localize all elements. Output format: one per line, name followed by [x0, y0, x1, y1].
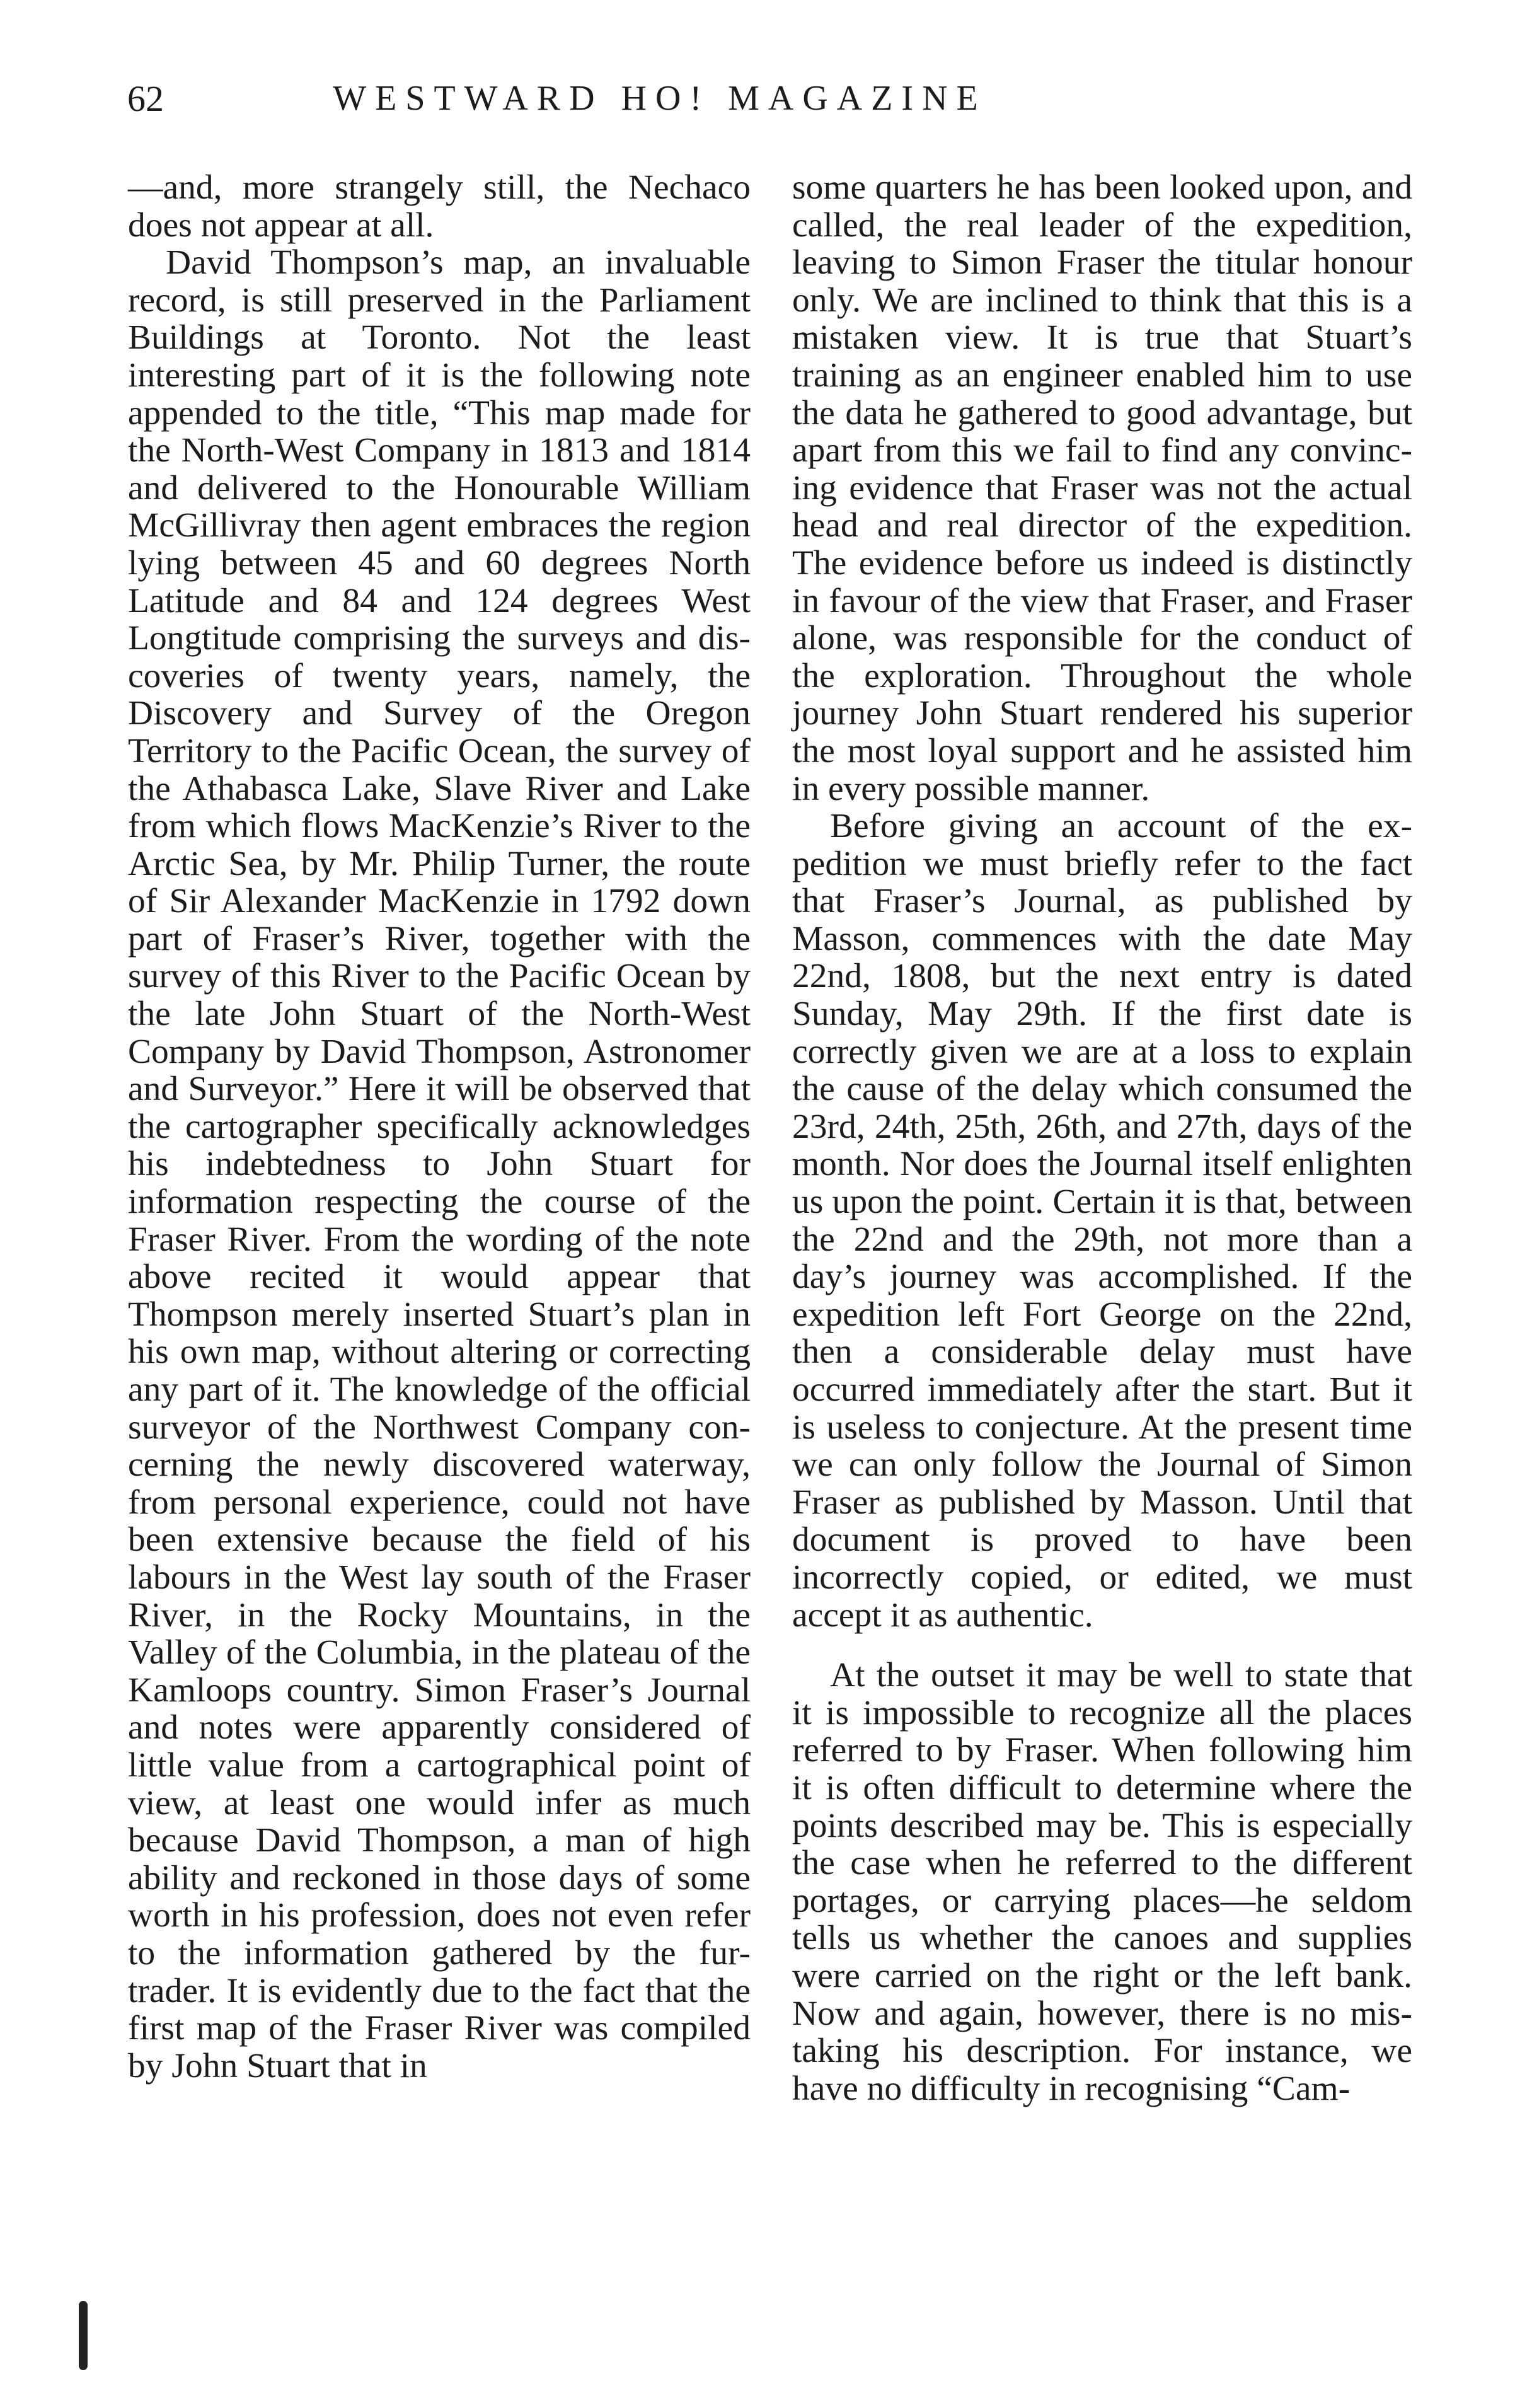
- page-header: [127, 78, 1155, 150]
- scan-edge-mark: [79, 2301, 88, 2370]
- paragraph: David Thompson’s map, an invaluable record, is still preserved in the Parliament Buildings at Toronto. Not the least interesting part of it is the following note appended to the title, “This map made for the North-West Company in 1813 and 1814 and delivered to the Honourable William McGillivray then agent embraces the region lying between 45 and 60 degrees North Latitude and 84 and 124 degrees West Longtitude comprising the surveys and discoveries of twenty years, namely, the Discovery and Survey of the Oregon Territory to the Pacific Ocean, the survey of the Athabasca Lake, Slave River and Lake from which flows MacKenzie’s River to the Arctic Sea, by Mr. Philip Turner, the route of Sir Alexander MacKenzie in 1792 down part of Fraser’s River, together with the survey of this River to the Pacific Ocean by the late John Stuart of the North-West Company by David Thompson, Astronomer and Surveyor.” Here it will be observed that the cartographer specifically acknowledges his indebtedness to John Stuart for information respecting the course of the Fraser River. From the wording of the note above recited it would appear that Thompson merely inserted Stuart’s plan in his own map, without altering or correcting any part of it. The knowledge of the official surveyor of the Northwest Company concerning the newly discovered waterway, from personal experience, could not have been extensive because the field of his labours in the West lay south of the Fraser River, in the Rocky Mountains, in the Valley of the Columbia, in the plateau of the Kamloops country. Simon Fraser’s Journal and notes were apparently considered of little value from a cartographical point of view, at least one would infer as much because David Thompson, a man of high ability and reckoned in those days of some worth in his profession, does not even refer to the information gathered by the fur-trader. It is evidently due to the fact that the first map of the Fraser River was compiled by John Stuart that in: [128, 243, 751, 2085]
- left-column: [128, 169, 751, 2085]
- page-number: 62: [127, 78, 164, 119]
- right-column: [792, 169, 1412, 2107]
- paragraph: At the outset it may be well to state that it is impossible to recognize all the places referred to by Fraser. When following him it is often difficult to determine where the points described may be. This is especially the case when he referred to the different portages, or carrying places—he seldom tells us whether the canoes and supplies were carried on the right or the left bank. Now and again, however, there is no mistaking his description. For instance, we have no difficulty in recognising “Cam-: [792, 1656, 1412, 2108]
- running-head: WESTWARD HO! MAGAZINE: [333, 79, 987, 118]
- paragraph: Before giving an account of the expedition we must briefly refer to the fact that Fraser’s Journal, as published by Masson, commences with the date May 22nd, 1808, but the next entry is dated Sunday, May 29th. If the first date is correctly given we are at a loss to explain the cause of the delay which consumed the 23rd, 24th, 25th, 26th, and 27th, days of the month. Nor does the Journal itself enlighten us upon the point. Certain it is that, between the 22nd and the 29th, not more than a day’s journey was accomplished. If the expedition left Fort George on the 22nd, then a considerable delay must have occurred immediately after the start. But it is useless to conjecture. At the present time we can only follow the Journal of Simon Fraser as published by Masson. Until that document is proved to have been incorrectly copied, or edited, we must accept it as authentic.: [792, 807, 1412, 1635]
- paragraph: —and, more strangely still, the Nechaco does not appear at all.: [128, 168, 751, 245]
- paragraph: some quarters he has been looked upon, and called, the real leader of the expedition, leaving to Simon Fraser the titular honour only. We are inclined to think that this is a mistaken view. It is true that Stuart’s training as an engineer enabled him to use the data he gathered to good advantage, but apart from this we fail to find any convincing evidence that Fraser was not the actual head and real director of the expedition. The evidence before us indeed is distinctly in favour of the view that Fraser, and Fraser alone, was responsible for the conduct of the exploration. Throughout the whole journey John Stuart rendered his superior the most loyal support and he assisted him in every possible manner.: [792, 168, 1412, 808]
